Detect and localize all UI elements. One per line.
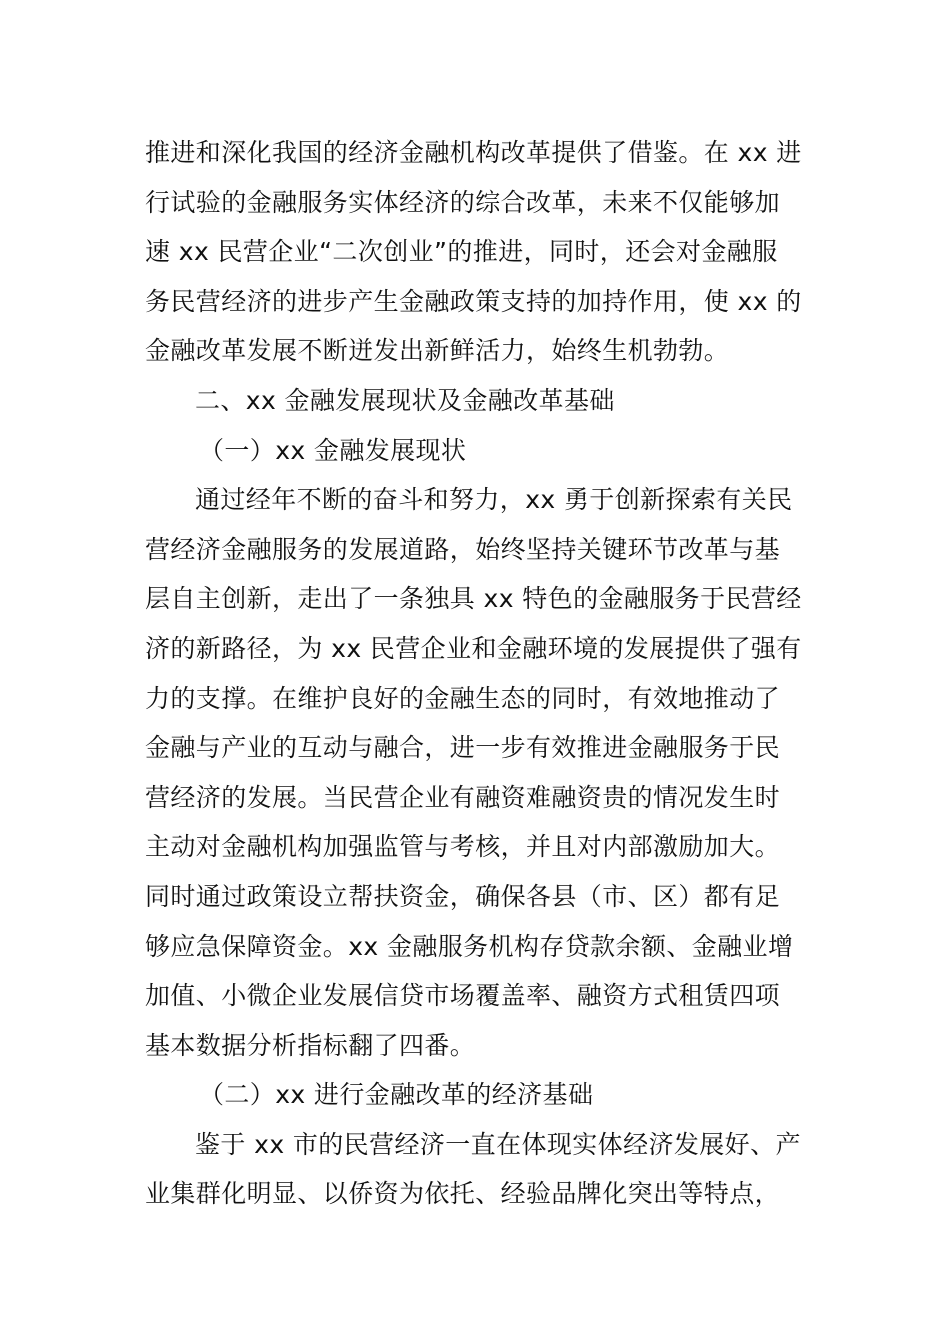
text-line: 推进和深化我国的经济金融机构改革提供了借鉴。在 xx 进 — [145, 138, 802, 167]
text-line: 同时通过政策设立帮扶资金，确保各县（市、区）都有足 — [145, 881, 781, 911]
text-line: 主动对金融机构加强监管与考核，并且对内部激励加大。 — [145, 832, 781, 862]
text-line: 力的支撑。在维护良好的金融生态的同时，有效地推动了 — [145, 683, 781, 713]
text-line: 行试验的金融服务实体经济的综合改革，未来不仅能够加 — [145, 187, 781, 217]
text-line: 够应急保障资金。xx 金融服务机构存贷款余额、金融业增 — [145, 931, 794, 961]
text-line: 营经济金融服务的发展道路，始终坚持关键环节改革与基 — [145, 534, 781, 564]
text-line: 加值、小微企业发展信贷市场覆盖率、融资方式租赁四项 — [145, 981, 781, 1011]
text-line: 金融与产业的互动与融合，进一步有效推进金融服务于民 — [145, 733, 781, 763]
text-line: 济的新路径，为 xx 民营企业和金融环境的发展提供了强有 — [145, 633, 802, 663]
text-line: 速 xx 民营企业“二次创业”的推进，同时，还会对金融服 — [145, 237, 778, 267]
text-line: 基本数据分析指标翻了四番。 — [145, 1030, 476, 1060]
text-line: 营经济的发展。当民营企业有融资难融资贵的情况发生时 — [145, 782, 781, 812]
subsection-heading: （二）xx 进行金融改革的经济基础 — [199, 1080, 594, 1110]
body-text — [145, 128, 813, 1219]
text-line: 业集群化明显、以侨资为依托、经验品牌化突出等特点， — [145, 1179, 781, 1209]
section-heading: 二、xx 金融发展现状及金融改革基础 — [195, 385, 615, 415]
text-line: 鉴于 xx 市的民营经济一直在体现实体经济发展好、产 — [195, 1129, 801, 1159]
text-line: 金融改革发展不断迸发出新鲜活力，始终生机勃勃。 — [145, 336, 730, 366]
text-line: 通过经年不断的奋斗和努力，xx 勇于创新探索有关民 — [195, 485, 793, 515]
subsection-heading: （一）xx 金融发展现状 — [199, 435, 467, 465]
text-line: 层自主创新，走出了一条独具 xx 特色的金融服务于民营经 — [145, 584, 802, 614]
text-line: 务民营经济的进步产生金融政策支持的加持作用，使 xx 的 — [145, 286, 802, 316]
